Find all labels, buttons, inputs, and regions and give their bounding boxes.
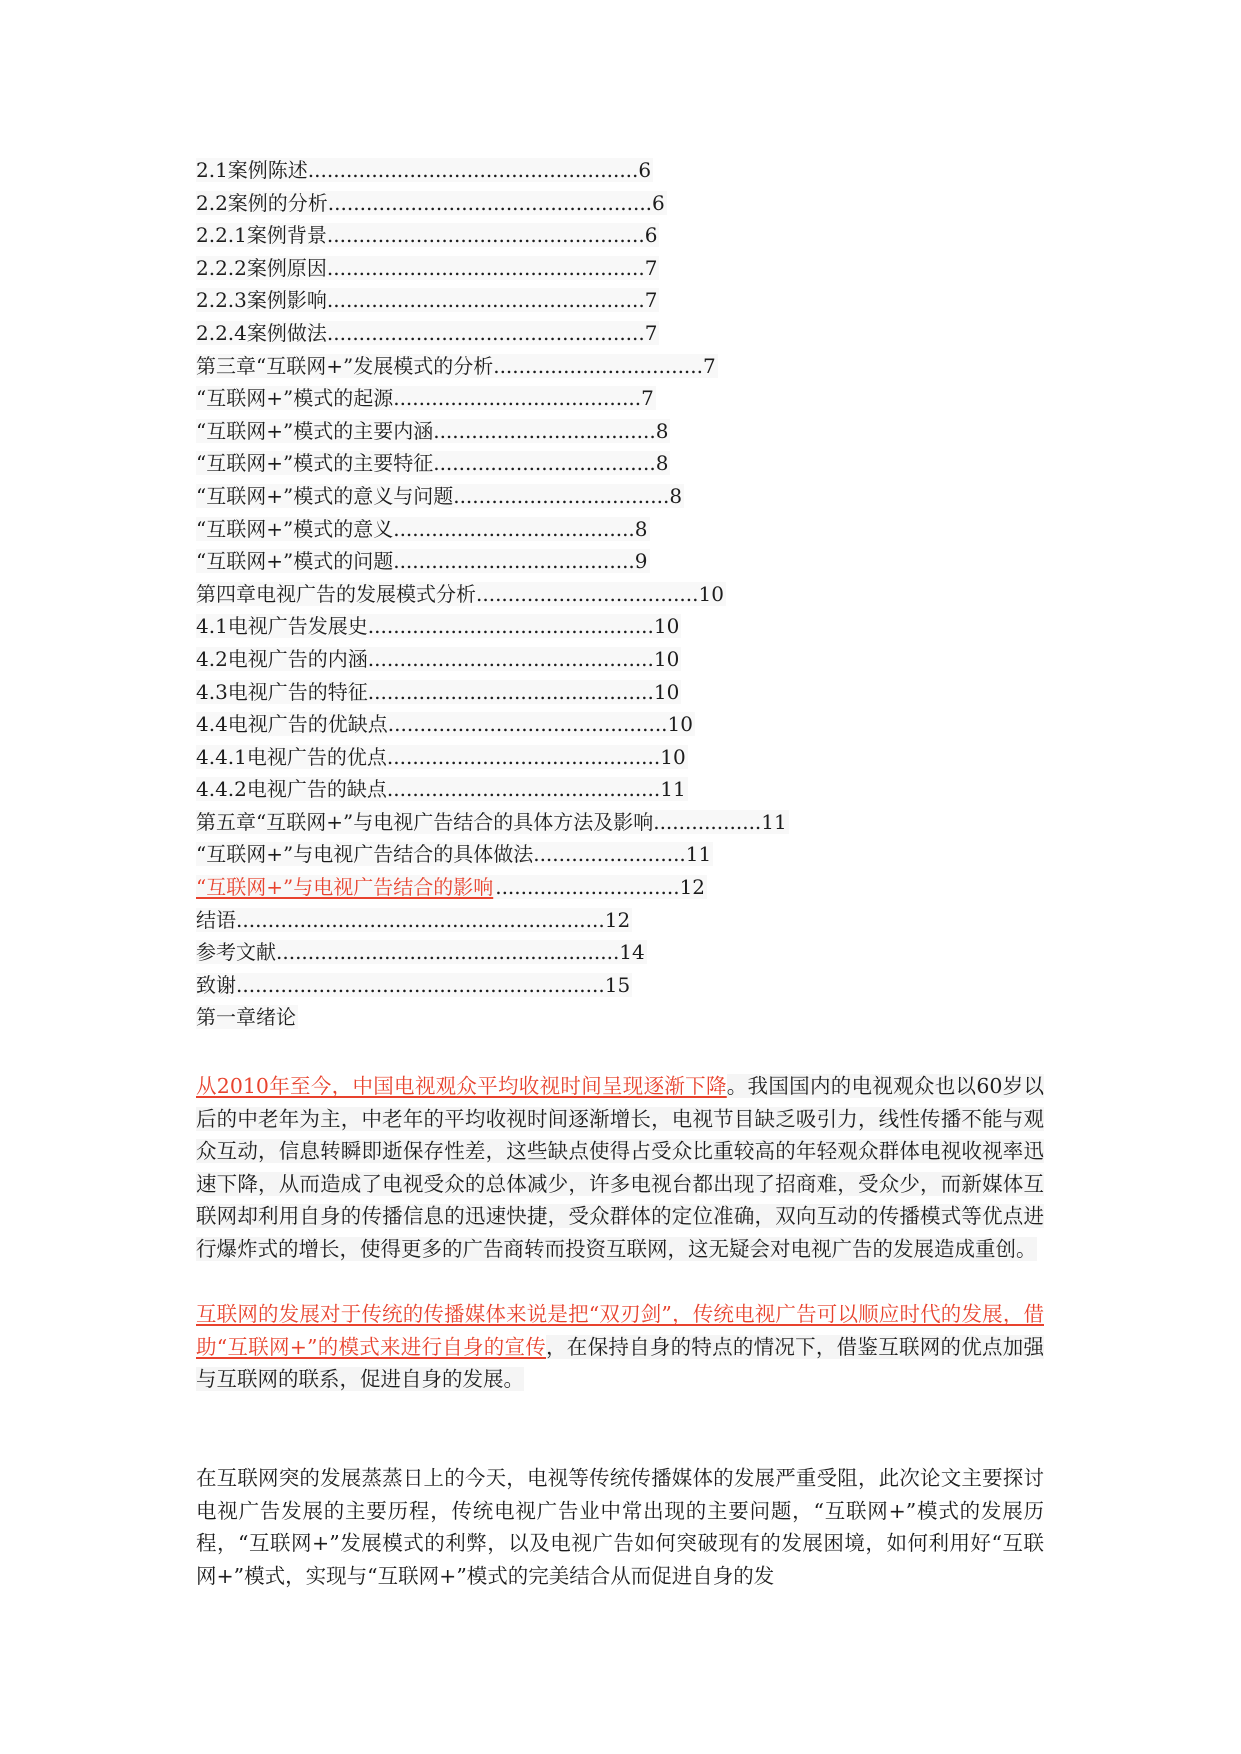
toc-entry[interactable] [196,643,789,676]
toc-entry-text: 2.2.1案例背景..................................................6 [196,223,658,248]
paragraph-text: ，在保持自身的特点的情况下，借鉴互联网的优点加强与互联网的联系，促进自身的发展。 [196,1334,1045,1392]
toc-entry[interactable] [196,187,789,220]
toc-entry-text: 2.2案例的分析...................................................6 [196,190,665,215]
toc-entry-highlighted-title[interactable]: “互联网+”与电视广告结合的影响 [196,875,494,900]
toc-entry[interactable] [196,154,789,187]
toc-entry-text: 4.4.2电视广告的缺点...........................................11 [196,777,686,802]
toc-entry-text: 第四章电视广告的发展模式分析...................................10 [196,581,724,606]
toc-entry[interactable] [196,252,789,285]
toc-entry[interactable] [196,578,789,611]
toc-entry-text: 参考文献......................................................14 [196,940,645,965]
toc-entry[interactable] [196,350,789,383]
toc-entry-text: 2.1案例陈述....................................................6 [196,158,652,182]
toc-entry[interactable] [196,838,789,871]
toc-entry[interactable] [196,284,789,317]
toc-entry[interactable] [196,708,789,741]
toc-entry-text: 结语..........................................................12 [196,907,631,932]
toc-entry[interactable] [196,317,789,350]
paragraph-text: 。我国国内的电视观众也以60岁以后的中老年为主，中老年的平均收视时间逐渐增长，电视节目缺乏吸引力，线性传播不能与观众互动，信息转瞬即逝保存性差，这些缺点使得占受众比重较高的年轻观众群体电视收视率迅速下降，从而造成了电视受众的总体减少，许多电视台都出现了招商难，受众少，而新媒体互联网却利用自身的传播信息的迅速快捷，受众群体的定位准确，双向互动的传播模式等优点进行爆炸式的增长，使得更多的广告商转而投资互联网，这无疑会对电视广告的发展造成重创。 [196,1074,1044,1261]
toc-entry-text: 4.3电视广告的特征.............................................10 [196,679,680,704]
toc-entry-text: 2.2.4案例做法..................................................7 [196,320,658,345]
toc-entry[interactable] [196,936,789,969]
toc-entry-text: 4.2电视广告的内涵.............................................10 [196,646,680,671]
toc-entry-text: “互联网+”与电视广告结合的具体做法........................11 [196,842,712,867]
toc-entry-text: 2.2.3案例影响..................................................7 [196,288,658,313]
toc-entry-text: 致谢..........................................................15 [196,972,631,997]
toc-entry[interactable] [196,610,789,643]
highlighted-sentence: 从2010年至今，中国电视观众平均收视时间呈现逐渐下降 [196,1074,727,1098]
table-of-contents [196,154,789,1034]
toc-entry-text: 4.4电视广告的优缺点............................................10 [196,712,693,737]
toc-entry-text: “互联网+”模式的问题......................................9 [196,549,648,574]
toc-entry-text: “互联网+”模式的意义......................................8 [196,516,648,541]
toc-entry-text: “互联网+”模式的意义与问题..................................8 [196,483,683,508]
toc-entry[interactable] [196,871,789,904]
toc-entry[interactable] [196,382,789,415]
toc-entry[interactable] [196,545,789,578]
toc-entry[interactable] [196,676,789,709]
toc-entry[interactable] [196,447,789,480]
toc-entry-text: 第三章“互联网+”发展模式的分析.................................7 [196,353,716,378]
toc-entry[interactable] [196,773,789,806]
toc-entry[interactable] [196,480,789,513]
toc-entry[interactable] [196,415,789,448]
toc-entry-text: “互联网+”模式的主要内涵...................................8 [196,418,669,443]
paragraph-text: 在互联网突的发展蒸蒸日上的今天，电视等传统传播媒体的发展严重受阻，此次论文主要探讨电视广告发展的主要历程，传统电视广告业中常出现的主要问题，“互联网+”模式的发展历程，“互联网+”发展模式的利弊，以及电视广告如何突破现有的发展困境，如何利用好“互联网+”模式，实现与“互联网+”模式的完美结合从而促进自身的发 [196,1466,1044,1588]
toc-entry[interactable] [196,969,789,1002]
toc-entry-text: .............................12 [495,875,706,900]
toc-entry[interactable] [196,513,789,546]
toc-entry-text: 4.1电视广告发展史.............................................10 [196,614,680,639]
toc-entry[interactable] [196,741,789,774]
toc-entry[interactable] [196,904,789,937]
toc-entry-text: 4.4.1电视广告的优点...........................................10 [196,744,686,769]
body-paragraph [196,1298,1044,1396]
highlighted-sentence: 互联网的发展对于传统的传播媒体来说是把“双刃剑”，传统电视广告可以顺应时代的发展，借助“互联网+”的模式来进行自身的宣传 [196,1302,1044,1359]
toc-entry-text: “互联网+”模式的起源.......................................7 [196,386,654,411]
toc-entry-text: 2.2.2案例原因..................................................7 [196,255,658,280]
body-paragraph [196,1070,1044,1266]
chapter-heading [196,1001,789,1034]
toc-entry[interactable] [196,219,789,252]
toc-entry-text: 第五章“互联网+”与电视广告结合的具体方法及影响.................11 [196,809,787,834]
toc-entry-text: “互联网+”模式的主要特征...................................8 [196,451,669,476]
chapter-heading-text: 第一章绪论 [196,1005,296,1030]
body-paragraph [196,1462,1044,1592]
toc-entry[interactable] [196,806,789,839]
